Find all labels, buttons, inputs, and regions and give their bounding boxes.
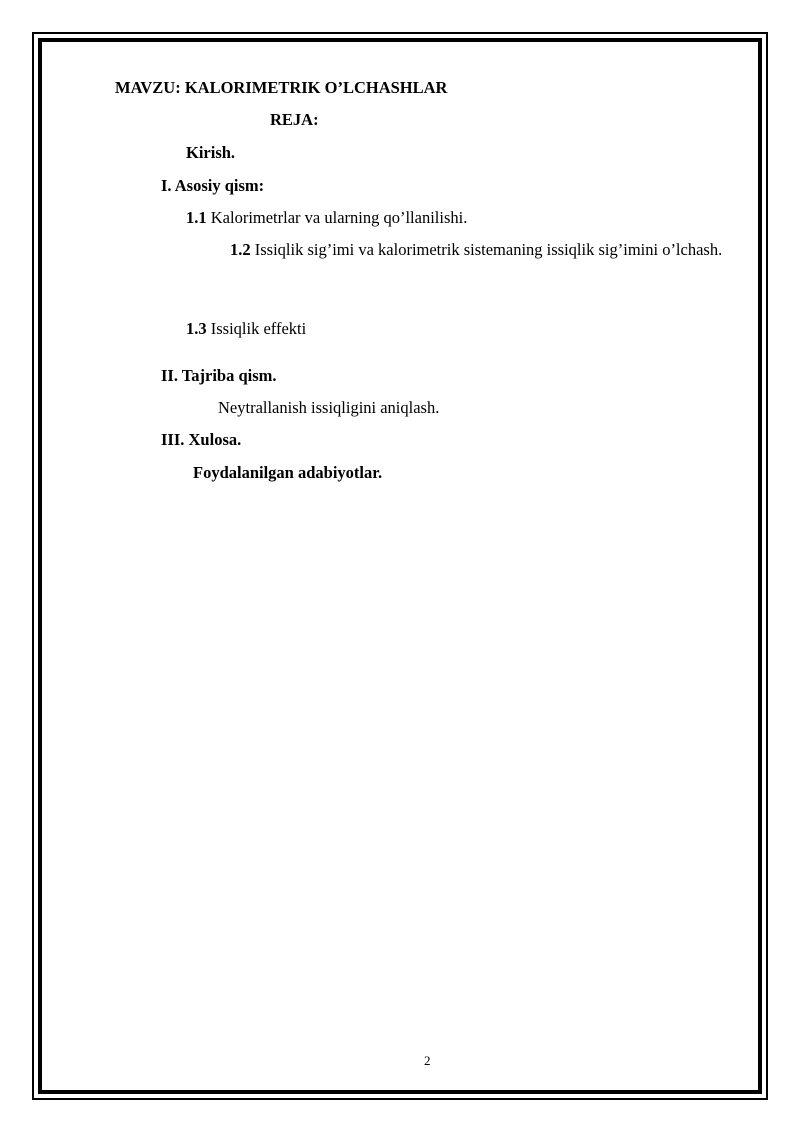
page-number: 2 [424,1053,431,1068]
references-heading: Foydalanilgan adabiyotlar. [193,463,383,482]
page-border-inner [38,38,762,1094]
section-number: 1.1 [186,208,207,227]
section-text: Issiqlik effekti [206,319,307,338]
document-title: MAVZU: KALORIMETRIK O’LCHASHLAR [115,78,448,97]
section-number: 1.2 [230,240,251,259]
section-1-3 [186,319,306,339]
part2-heading: II. Tajriba qism. [161,366,277,385]
section-1-2 [115,233,742,266]
section-1-1 [186,208,467,228]
plan-heading: REJA: [270,110,319,129]
intro-heading: Kirish. [186,143,236,162]
part1-heading: I. Asosiy qism: [161,176,265,195]
part2-item: Neytrallanish issiqligini aniqlash. [218,398,440,417]
part3-heading: III. Xulosa. [161,430,242,449]
section-number: 1.3 [186,319,207,338]
section-text: Issiqlik sig’imi va kalorimetrik sistemaning issiqlik sig’imini o’lchash. [250,240,723,259]
section-text: Kalorimetrlar va ularning qo’llanilishi. [206,208,468,227]
